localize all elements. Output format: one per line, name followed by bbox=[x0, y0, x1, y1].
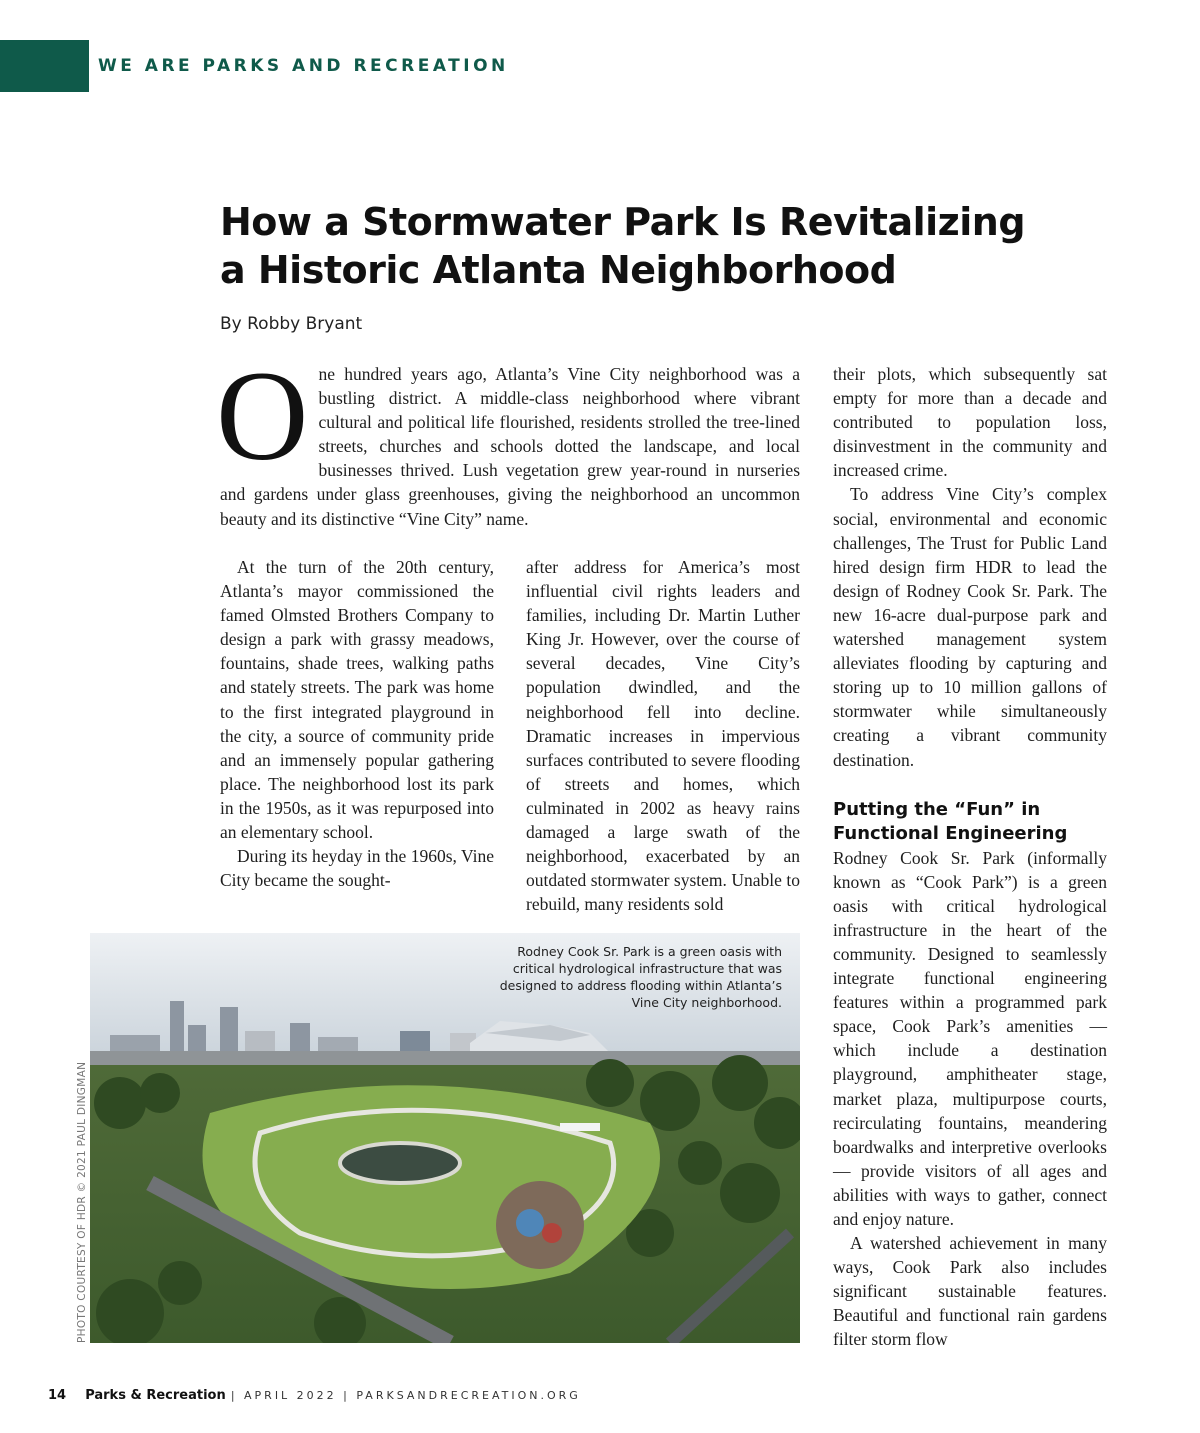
publication-name: Parks & Recreation bbox=[85, 1388, 226, 1403]
title-line-2: a Historic Atlanta Neighborhood bbox=[220, 248, 897, 292]
drop-cap: O bbox=[216, 345, 309, 487]
paragraph: At the turn of the 20th century, Atlanta’s mayor commissioned the famed Olmsted Brothers Company to design a park with grassy meadows, fountains, shade trees, walking paths and stately streets. The park was home to the first integrated playground in the city, a source of community pride and an immensely popular gathering place. The neighborhood lost its park in the 1950s, as it was repurposed into an elementary school. bbox=[220, 557, 494, 843]
column-2 bbox=[526, 555, 800, 916]
section-label: WE ARE PARKS AND RECREATION bbox=[98, 56, 509, 76]
paragraph: Rodney Cook Sr. Park (informally known as “Cook Park”) is a green oasis with critical hydrological infrastructure in the heart of the community. Designed to seamlessly integrate functional engineering features within a programmed park space, Cook Park’s amenities — which include a destination playground, amphitheater stage, market plaza, multipurpose courts, recirculating fountains, meandering boardwalks and interpretive overlooks — provide visitors of all ages and abilities with ways to gather, connect and enjoy nature. bbox=[833, 847, 1107, 1229]
subheading-line-2: Functional Engineering bbox=[833, 822, 1068, 844]
paragraph: During its heyday in the 1960s, Vine City became the sought- bbox=[220, 846, 494, 891]
section-color-tab bbox=[0, 40, 89, 92]
lead-text: ne hundred years ago, Atlanta’s Vine City neighborhood was a bustling district. A middle-class neighborhood where vibrant cultural and political life flourished, residents strolled the tree-lined streets, churches and schools dotted the landscape, and local businesses thrived. Lush vegetation grew year-round in nurseries and gardens under glass greenhouses, giving the neighborhood an uncommon beauty and its distinctive “Vine City” name. bbox=[220, 364, 800, 529]
subheading-line-1: Putting the “Fun” in bbox=[833, 798, 1041, 820]
column-1 bbox=[220, 555, 494, 892]
title-line-1: How a Stormwater Park Is Revitalizing bbox=[220, 200, 1026, 244]
page-footer bbox=[48, 1384, 581, 1403]
page-number: 14 bbox=[48, 1388, 67, 1403]
paragraph: To address Vine City’s complex social, environmental and economic challenges, The Trust for Public Land hired design firm HDR to lead the design of Rodney Cook Sr. Park. The new 16-acre dual-purpose park and watershed management system alleviates flooding by capturing and storing up to 10 million gallons of stormwater while simultaneously creating a vibrant community destination. bbox=[833, 484, 1107, 770]
park-aerial-photo bbox=[90, 933, 800, 1343]
column-3 bbox=[833, 362, 1107, 1352]
paragraph: after address for America’s most influential civil rights leaders and families, including Dr. Martin Luther King Jr. However, over the course of several decades, Vine City’s population dwindled, and the neighborhood fell into decline. Dramatic increases in impervious surfaces contributed to severe flooding of streets and homes, which culminated in 2002 as heavy rains damaged a large swath of the neighborhood, exacerbated by an outdated stormwater system. Unable to rebuild, many residents sold bbox=[526, 557, 800, 915]
lead-paragraph bbox=[216, 345, 800, 531]
photo-credit: PHOTO COURTESY OF HDR © 2021 PAUL DINGMAN bbox=[76, 1061, 88, 1343]
byline: By Robby Bryant bbox=[220, 314, 363, 334]
subheading bbox=[833, 798, 1107, 846]
issue-info: | APRIL 2022 | PARKSANDRECREATION.ORG bbox=[230, 1389, 581, 1402]
paragraph: A watershed achievement in many ways, Cook Park also includes significant sustainable features. Beautiful and functional rain gardens filter storm flow bbox=[833, 1233, 1107, 1350]
photo-caption: Rodney Cook Sr. Park is a green oasis with critical hydrological infrastructure that was designed to address flooding within Atlanta’s Vine City neighborhood. bbox=[499, 944, 782, 1010]
article-title bbox=[220, 198, 1120, 294]
paragraph: their plots, which subsequently sat empty for more than a decade and contributed to population loss, disinvestment in the community and increased crime. bbox=[833, 364, 1107, 481]
